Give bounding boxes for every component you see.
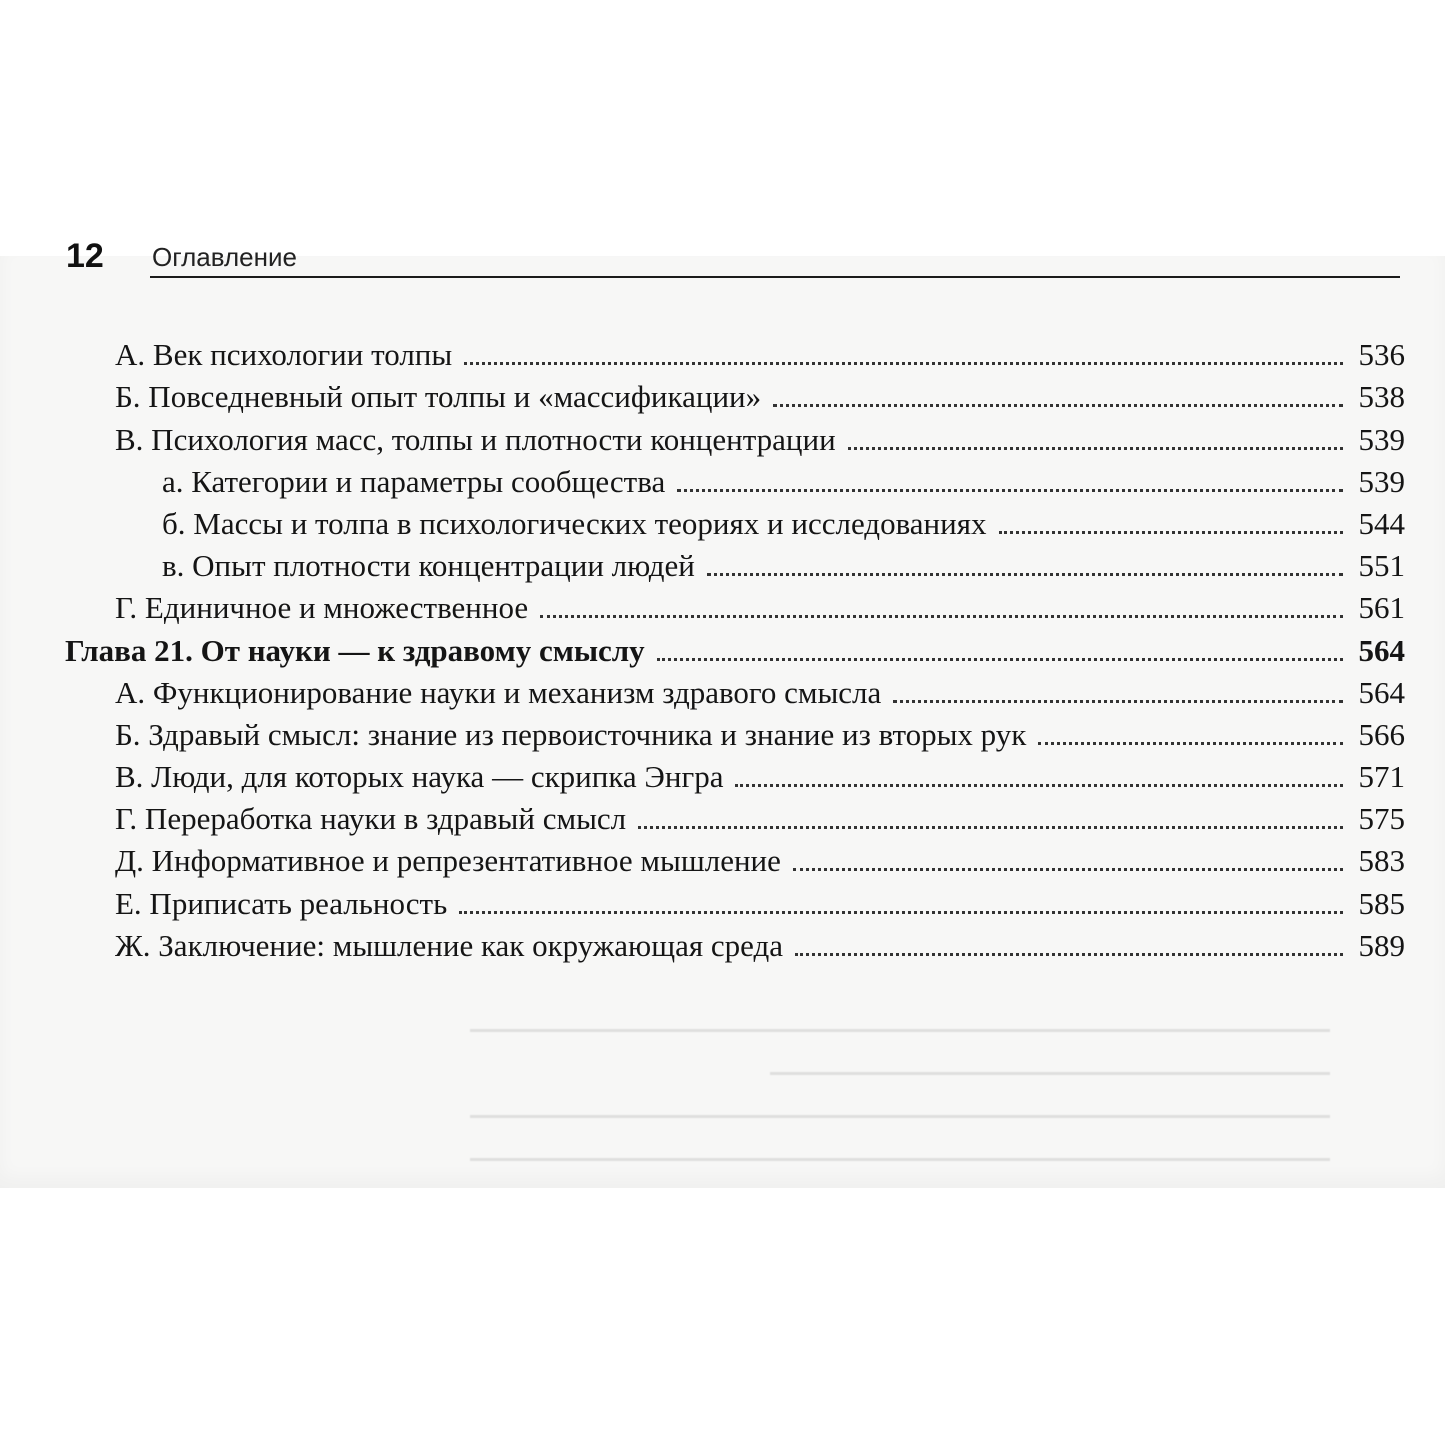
- dot-leader: [677, 488, 1343, 492]
- toc-page-number: 551: [1358, 548, 1405, 584]
- toc-subentry-density-experience: [65, 541, 1405, 583]
- toc-page-number: 575: [1358, 801, 1405, 837]
- toc-entry-b-common-sense-knowledge: [65, 710, 1405, 752]
- toc-entry-d-informative-thinking: [65, 836, 1405, 878]
- dot-leader: [707, 572, 1343, 576]
- dot-leader: [848, 446, 1343, 450]
- toc-entry-title: в. Опыт плотности концентрации людей: [162, 548, 695, 584]
- toc-subentry-categories: [65, 457, 1405, 499]
- dot-leader: [893, 699, 1343, 703]
- toc-page-number: 538: [1358, 379, 1405, 415]
- toc-entry-g-science-processing: [65, 794, 1405, 836]
- toc-entry-title: А. Век психологии толпы: [115, 337, 453, 373]
- table-of-contents: [65, 330, 1405, 963]
- toc-entry-title: Б. Повседневный опыт толпы и «массификации»: [115, 379, 762, 415]
- toc-entry-title: Е. Приписать реальность: [115, 885, 448, 921]
- toc-page-number: 583: [1358, 843, 1405, 879]
- dot-leader: [459, 910, 1343, 914]
- toc-entry-a-science-functioning: [65, 668, 1405, 710]
- toc-page-number: 564: [1358, 674, 1405, 710]
- toc-entry-e-attribute-reality: [65, 878, 1405, 920]
- dot-leader: [735, 783, 1343, 787]
- running-head: [66, 236, 1400, 276]
- page-number: 12: [66, 237, 104, 275]
- toc-page-number: 566: [1358, 716, 1405, 752]
- toc-page-number: 539: [1358, 463, 1405, 499]
- toc-entry-title: Д. Информативное и репрезентативное мышление: [115, 843, 781, 879]
- toc-entry-title: а. Категории и параметры сообщества: [162, 463, 666, 499]
- dot-leader: [1038, 741, 1343, 745]
- dot-leader: [638, 825, 1343, 829]
- toc-chapter-title: Глава 21. От науки — к здравому смыслу: [65, 632, 645, 668]
- toc-page-number: 544: [1358, 505, 1405, 541]
- toc-entry-a-crowd-psychology: [65, 330, 1405, 372]
- show-through-line: [470, 1029, 1330, 1032]
- toc-entry-title: В. Психология масс, толпы и плотности концентрации: [115, 421, 836, 457]
- toc-entry-title: Г. Единичное и множественное: [115, 590, 529, 626]
- show-through-text: [470, 1013, 1405, 1173]
- show-through-line: [470, 1158, 1330, 1161]
- toc-page-number: 536: [1358, 337, 1405, 373]
- toc-page-number: 589: [1358, 927, 1405, 963]
- show-through-line: [770, 1072, 1330, 1075]
- toc-chapter-21: [65, 625, 1405, 667]
- toc-entry-b-everyday-experience: [65, 372, 1405, 414]
- toc-page-number: 564: [1358, 632, 1405, 668]
- toc-entry-title: В. Люди, для которых наука — скрипка Энгра: [115, 759, 724, 795]
- toc-subentry-masses-theories: [65, 499, 1405, 541]
- toc-entry-title: А. Функционирование науки и механизм здравого смысла: [115, 674, 882, 710]
- toc-entry-g-single-multiple: [65, 583, 1405, 625]
- toc-page-number: 539: [1358, 421, 1405, 457]
- toc-entry-title: б. Массы и толпа в психологических теориях и исследованиях: [162, 505, 987, 541]
- dot-leader: [793, 867, 1343, 871]
- dot-leader: [464, 361, 1343, 365]
- show-through-line: [470, 1115, 1330, 1118]
- toc-page-number: 571: [1358, 759, 1405, 795]
- dot-leader: [540, 614, 1343, 618]
- dot-leader: [999, 530, 1344, 534]
- dot-leader: [773, 403, 1343, 407]
- header-rule: [150, 276, 1400, 278]
- dot-leader: [657, 657, 1343, 661]
- toc-page-number: 561: [1358, 590, 1405, 626]
- toc-entry-zh-conclusion: [65, 921, 1405, 963]
- toc-page-number: 585: [1358, 885, 1405, 921]
- toc-entry-title: Г. Переработка науки в здравый смысл: [115, 801, 627, 837]
- running-title: Оглавление: [152, 242, 297, 272]
- toc-entry-v-mass-psychology: [65, 414, 1405, 456]
- toc-entry-v-ingres-violin: [65, 752, 1405, 794]
- dot-leader: [795, 952, 1343, 956]
- toc-entry-title: Ж. Заключение: мышление как окружающая среда: [115, 927, 783, 963]
- toc-entry-title: Б. Здравый смысл: знание из первоисточника и знание из вторых рук: [115, 716, 1027, 752]
